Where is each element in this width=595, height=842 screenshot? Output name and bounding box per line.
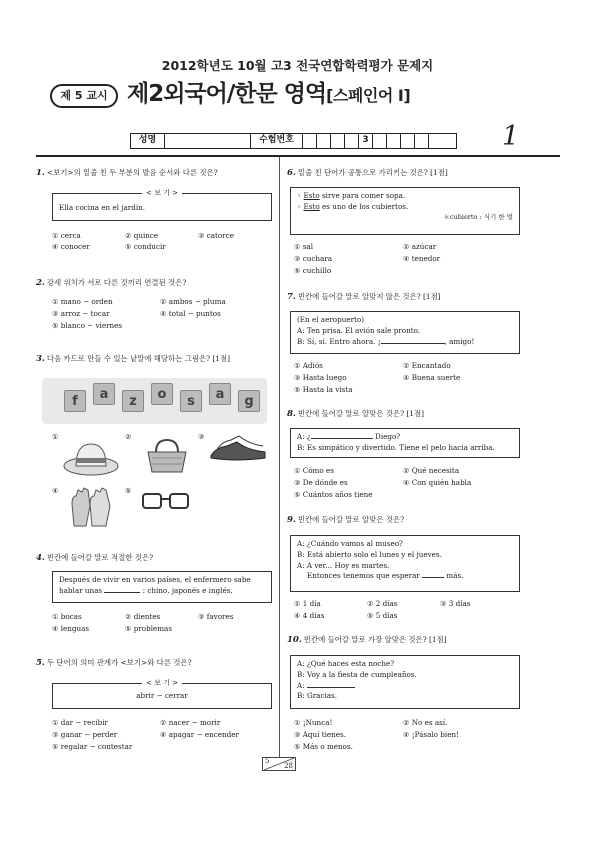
- passage-line: hablar unas : chino, japonés e inglés.: [59, 585, 233, 595]
- q5-option-5[interactable]: ⑤ regalar − contestar: [52, 742, 133, 751]
- q6-option-2[interactable]: ② azúcar: [403, 242, 437, 251]
- q2-option-3[interactable]: ③ arroz − tocar: [52, 309, 110, 318]
- q5-option-4[interactable]: ④ apagar − encender: [160, 730, 239, 739]
- dialogue-line: B: Está abierto solo el lunes y el jueves.: [297, 549, 442, 559]
- q9-option-3[interactable]: ③ 3 días: [440, 599, 471, 608]
- q4-option-2[interactable]: ② dientes: [125, 612, 161, 621]
- dialogue-line: A: ¿Qué haces esta noche?: [297, 659, 395, 668]
- subject-sub: [스페인어 I]: [326, 86, 411, 105]
- shoes-icon: [207, 432, 269, 466]
- question-9: [287, 515, 404, 526]
- question-stem: 빈칸에 들어갈 말로 알맞은 것은? [1점]: [297, 409, 425, 418]
- q4-option-3[interactable]: ③ favores: [198, 612, 234, 621]
- q8-option-2[interactable]: ② Qué necesita: [403, 466, 460, 475]
- q3-option-3[interactable]: ③: [198, 432, 205, 441]
- q9-option-4[interactable]: ④ 4 días: [294, 611, 325, 620]
- q3-option-2[interactable]: ②: [125, 432, 132, 441]
- q3-option-1[interactable]: ①: [52, 432, 59, 441]
- question-7: [287, 292, 441, 303]
- name-field[interactable]: [165, 134, 251, 148]
- footnote: ＊cubierto : 식기 한 벌: [443, 212, 513, 221]
- q10-option-1[interactable]: ① ¡Nunca!: [294, 718, 333, 727]
- q1-option-2[interactable]: ② quince: [125, 231, 159, 240]
- q7-option-2[interactable]: ② Encantado: [403, 361, 451, 370]
- q1-option-4[interactable]: ④ conocer: [52, 242, 90, 251]
- dialogue-line: B: Gracias.: [297, 691, 338, 701]
- q7-dialogue-box: [290, 311, 520, 354]
- dialogue-line: B: Es simpático y divertido. Tiene el pelo hacia arriba.: [297, 442, 495, 452]
- q7-option-5[interactable]: ⑤ Hasta la vista: [294, 385, 353, 394]
- q2-option-5[interactable]: ⑤ blanco − viernes: [52, 321, 123, 330]
- q5-option-2[interactable]: ② nacer − morir: [160, 718, 221, 727]
- q5-option-3[interactable]: ③ ganar − perder: [52, 730, 118, 739]
- passage-line: Después de vivir en varios países, el enfermero sabe: [59, 575, 251, 584]
- question-8: [287, 409, 424, 420]
- answer-blank: [307, 681, 355, 688]
- glasses-icon: [140, 488, 192, 514]
- letter-card: g: [238, 390, 260, 412]
- q4-passage-box: [52, 571, 272, 603]
- exam-no-cell[interactable]: [303, 134, 317, 148]
- answer-blank: [381, 337, 445, 344]
- question-stem: 빈칸에 들어갈 말로 알맞지 않은 것은? [1점]: [297, 292, 441, 301]
- student-info-table: [130, 133, 457, 149]
- passage-line: ◦ Esto sirve para comer sopa.: [297, 191, 406, 200]
- box-text: Ella cocina en el jardín.: [59, 203, 146, 212]
- answer-blank: [422, 571, 444, 578]
- q1-option-5[interactable]: ⑤ conducir: [125, 242, 166, 251]
- box-text: abrir − cerrar: [136, 691, 188, 700]
- q9-dialogue-box: [290, 535, 520, 592]
- question-stem: 밑줄 친 단어가 공통으로 가리키는 것은? [1점]: [297, 168, 448, 177]
- letter-card: f: [64, 390, 86, 412]
- q8-option-3[interactable]: ③ De dónde es: [294, 478, 348, 487]
- letter-card: a: [209, 383, 231, 405]
- q5-option-1[interactable]: ① dar − recibir: [52, 718, 108, 727]
- question-number: 6.: [287, 168, 296, 178]
- dialogue-line: B: Voy a la fiesta de cumpleaños.: [297, 669, 417, 679]
- dialogue-line: A:: [297, 681, 513, 692]
- q7-option-1[interactable]: ① Adiós: [294, 361, 323, 370]
- question-number: 5.: [36, 658, 45, 668]
- exam-no-cell[interactable]: [317, 134, 331, 148]
- subject-main: 제2외국어/한문 영역: [127, 81, 327, 107]
- q6-passage-box: [290, 187, 520, 235]
- subject-title: [127, 80, 410, 109]
- exam-no-cell[interactable]: [387, 134, 401, 148]
- dialogue-line: A: A ver... Hoy es martes.: [297, 560, 390, 570]
- question-number: 4.: [36, 553, 45, 563]
- q10-option-4[interactable]: ④ ¡Pásalo bien!: [403, 730, 459, 739]
- question-stem: 다음 카드로 만들 수 있는 낱말에 해당하는 그림은? [1점]: [46, 354, 231, 363]
- q1-option-3[interactable]: ③ catorce: [198, 231, 234, 240]
- exam-no-cell[interactable]: [345, 134, 359, 148]
- question-10: [287, 635, 447, 646]
- q5-example-box: [52, 679, 272, 709]
- question-stem: 빈칸에 들어갈 말로 적절한 것은?: [46, 553, 154, 562]
- q10-option-5[interactable]: ⑤ Más o menos.: [294, 742, 353, 751]
- letter-card: z: [122, 390, 144, 412]
- q10-option-2[interactable]: ② No es así.: [403, 718, 448, 727]
- question-number: 9.: [287, 515, 296, 525]
- question-stem: <보기>의 밑줄 친 두 부분의 발음 순서와 다른 것은?: [46, 168, 218, 177]
- question-stem: 강세 위치가 서로 다른 것끼리 연결된 것은?: [46, 278, 187, 287]
- q8-option-5[interactable]: ⑤ Cuántos años tiene: [294, 490, 373, 499]
- question-5: [36, 658, 192, 669]
- passage-line: ◦ Esto es uno de los cubiertos.: [297, 201, 409, 211]
- dialogue-line: A: Ten prisa. El avión sale pronto.: [297, 325, 421, 335]
- answer-blank: [311, 432, 373, 439]
- q6-option-3[interactable]: ③ cuchara: [294, 254, 333, 263]
- page-counter: [262, 757, 296, 771]
- q4-option-1[interactable]: ① bocas: [52, 612, 82, 621]
- question-number: 2.: [36, 278, 45, 288]
- exam-no-cell[interactable]: [401, 134, 415, 148]
- total-pages: 28: [284, 762, 293, 771]
- q8-dialogue-box: [290, 428, 520, 458]
- box-label: < 보 기 >: [142, 678, 182, 689]
- q1-option-1[interactable]: ① cerca: [52, 231, 81, 240]
- q7-option-4[interactable]: ④ Buena suerte: [403, 373, 461, 382]
- q1-example-box: [52, 189, 272, 221]
- dialogue-line: B: Sí, sí. Entro ahora. ¡ , amigo!: [297, 336, 475, 346]
- exam-no-cell[interactable]: [331, 134, 345, 148]
- dialogue-line: (En el aeropuerto): [297, 315, 365, 324]
- question-stem: 빈칸에 들어갈 말로 알맞은 것은?: [297, 515, 405, 524]
- q9-option-5[interactable]: ⑤ 5 días: [367, 611, 398, 620]
- column-divider: [279, 157, 280, 757]
- q6-option-4[interactable]: ④ tenedor: [403, 254, 441, 263]
- exam-no-cell[interactable]: [373, 134, 387, 148]
- q2-option-1[interactable]: ① mano − orden: [52, 297, 113, 306]
- dialogue-line: Entonces tenemos que esperar más.: [307, 571, 464, 581]
- q2-option-4[interactable]: ④ total − puntos: [160, 309, 221, 318]
- letter-card: s: [180, 390, 202, 412]
- exam-title: 2012학년도 10월 고3 전국연합학력평가 문제지: [161, 58, 434, 73]
- dialogue-line: A: ¿ Diego?: [297, 432, 401, 441]
- question-number: 7.: [287, 292, 296, 302]
- q4-option-4[interactable]: ④ lenguas: [52, 624, 90, 633]
- exam-no-cell[interactable]: [415, 134, 429, 148]
- q7-option-3[interactable]: ③ Hasta luego: [294, 373, 347, 382]
- q6-option-5[interactable]: ⑤ cuchillo: [294, 266, 332, 275]
- answer-blank: [104, 586, 140, 593]
- letter-card: o: [151, 383, 173, 405]
- q9-option-1[interactable]: ① 1 día: [294, 599, 321, 608]
- current-page: 5: [265, 757, 270, 765]
- q2-option-2[interactable]: ② ambos − pluma: [160, 297, 226, 306]
- question-6: [287, 168, 448, 179]
- box-label: < 보 기 >: [142, 188, 182, 199]
- question-number: 10.: [287, 635, 302, 645]
- question-number: 1.: [36, 168, 45, 178]
- q10-dialogue-box: [290, 655, 520, 709]
- q8-option-4[interactable]: ④ Con quién habla: [403, 478, 472, 487]
- q6-option-1[interactable]: ① sal: [294, 242, 314, 251]
- handbag-icon: [142, 438, 192, 474]
- hat-icon: [62, 438, 120, 478]
- q10-option-3[interactable]: ③ Aquí tienes.: [294, 730, 347, 739]
- question-2: [36, 278, 186, 289]
- q4-option-5[interactable]: ⑤ problemas: [125, 624, 173, 633]
- gloves-icon: [66, 486, 118, 528]
- header-rule: [36, 155, 560, 157]
- question-1: [36, 168, 218, 179]
- q8-option-1[interactable]: ① Cómo es: [294, 466, 334, 475]
- letter-card: a: [93, 383, 115, 405]
- q9-option-2[interactable]: ② 2 días: [367, 599, 398, 608]
- exam-no-label: 수험번호: [251, 134, 303, 148]
- exam-no-cell[interactable]: [429, 134, 456, 148]
- question-stem: 두 단어의 의미 관계가 <보기>와 다른 것은?: [46, 658, 192, 667]
- page-number: 1: [502, 121, 520, 152]
- question-stem: 빈칸에 들어갈 말로 가장 알맞은 것은? [1점]: [303, 635, 447, 644]
- q3-option-5[interactable]: ⑤: [125, 486, 132, 495]
- question-number: 8.: [287, 409, 296, 419]
- q3-option-4[interactable]: ④: [52, 486, 59, 495]
- dialogue-line: A: ¿Cuándo vamos al museo?: [297, 539, 403, 548]
- question-4: [36, 553, 153, 564]
- session-badge: 제 5 교시: [50, 84, 118, 108]
- question-3: [36, 354, 230, 365]
- exam-no-cell[interactable]: 3: [359, 134, 373, 148]
- question-number: 3.: [36, 354, 45, 364]
- name-label: 성명: [131, 134, 165, 148]
